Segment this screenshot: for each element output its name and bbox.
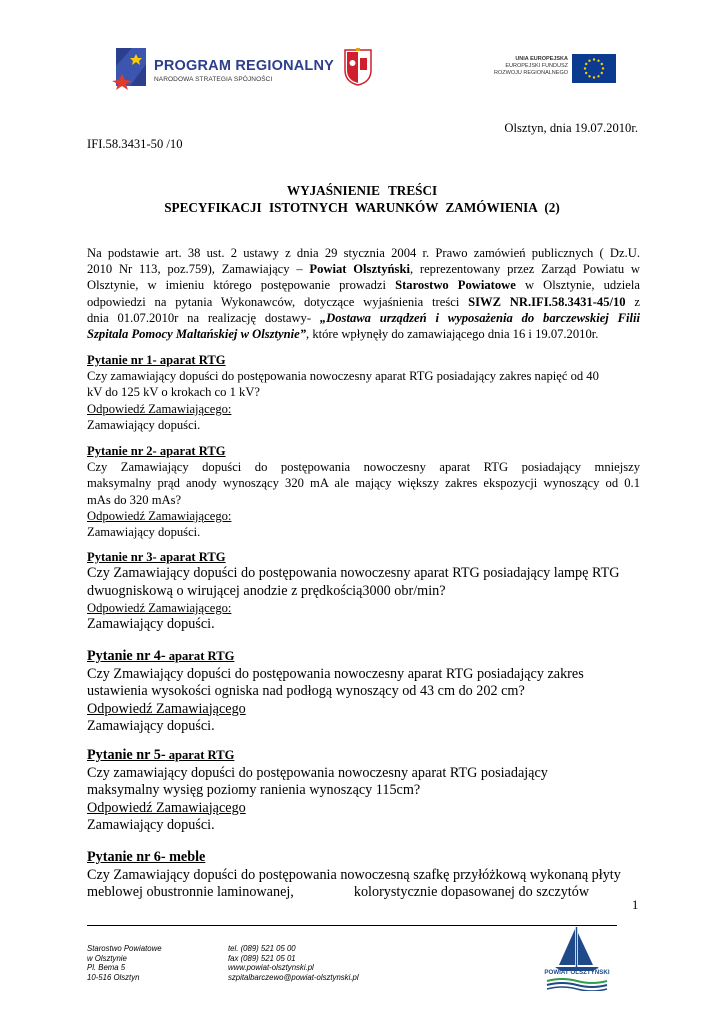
document-date: Olsztyn, dnia 19.07.2010r.	[504, 121, 638, 135]
document-heading-line-1: WYJAŚNIENIE TREŚCI	[286, 183, 438, 198]
question-text-part: meblowej obustronnie laminowanej,	[87, 884, 294, 900]
question-text-part: kolorystycznie dopasowanej do szczytów	[353, 884, 590, 900]
question-text	[87, 884, 640, 902]
program-title: PROGRAM REGIONALNY	[154, 58, 335, 74]
question-text: Czy zamawiający dopuści do postępowania nowoczesny aparat RTG posiadający	[87, 764, 548, 781]
question-title	[87, 648, 640, 666]
program-regionalny-emblem-icon	[112, 44, 148, 90]
question-title-main: Pytanie nr 5-	[87, 747, 166, 763]
intro-line	[87, 326, 640, 342]
question-4	[87, 648, 640, 736]
question-6	[87, 849, 640, 902]
eu-flag-icon	[572, 54, 616, 83]
document-heading-line-2: SPECYFIKACJI ISTOTNYCH WARUNKÓW ZAMÓWIENIA (2)	[164, 200, 560, 215]
footer-line: Starostwo Powiatowe	[87, 944, 162, 953]
eu-line-1: UNIA EUROPEJSKA	[515, 56, 568, 62]
answer-text: Zamawiający dopuści.	[87, 525, 201, 540]
sailboat-icon	[537, 925, 617, 991]
document-reference: IFI.58.3431-50 /10	[87, 137, 183, 151]
answer-text: Zamawiający dopuści.	[87, 718, 215, 734]
question-5	[87, 747, 640, 835]
eu-fund-logo	[494, 54, 616, 84]
question-text: Czy Zmawiający dopuści do postępowania nowoczesny aparat RTG posiadający zakres	[87, 665, 584, 682]
eu-fund-text	[494, 56, 568, 77]
question-text: Czy zamawiający dopuści do postępowania nowoczesny aparat RTG posiadający zakres napięć od 40	[87, 369, 599, 384]
question-text: Czy Zamawiający dopuści do postępowania nowoczesny aparat RTG posiadający mniejszy	[87, 460, 640, 475]
question-text: Czy Zamawiający dopuści do postępowania nowoczesną szafkę przyłóżkową wykonaną płyty	[87, 866, 621, 883]
intro-line: Na podstawie art. 38 ust. 2 ustawy z dnia 29 stycznia 2004 r. Prawo zamówień publicznych ( Dz.U.	[87, 246, 640, 260]
intro-contract-title: „Dostawa urządzeń i wyposażenia do barczewskiej Filii	[319, 310, 640, 325]
intro-text: w Olsztynie, udziela	[515, 278, 640, 293]
powiat-logo-label: POWIAT OLSZTYŃSKI	[544, 969, 610, 976]
answer-text: Zamawiający dopuści.	[87, 616, 215, 633]
answer-label: Odpowiedź Zamawiającego:	[87, 508, 232, 523]
question-text: maksymalny prąd anody wynoszący 320 mA ale mający większy zakres ekspozycji wynoszący od 0.1	[87, 476, 640, 491]
intro-line	[87, 294, 640, 310]
answer-label: Odpowiedź Zamawiającego	[87, 799, 246, 816]
intro-text: Olsztynie, w imieniu którego postępowanie prowadzi	[87, 278, 396, 293]
intro-text: 2010 Nr 113, poz.759), Zamawiający –	[87, 262, 310, 277]
question-title: Pytanie nr 1- aparat RTG	[87, 353, 226, 367]
question-text: maksymalny wysięg poziomy ranienia wynoszący 115cm?	[87, 782, 421, 798]
footer-line: Pl. Bema 5	[87, 963, 126, 973]
answer-text: Zamawiający dopuści.	[87, 417, 201, 432]
question-title-main: Pytanie nr 4-	[87, 648, 166, 664]
question-title-topic: aparat RTG	[165, 748, 235, 762]
intro-bold-siwz: SIWZ NR.IFI.58.3431-45/10	[468, 294, 626, 309]
question-text: mAs do 320 mAs?	[87, 492, 182, 507]
program-regionalny-logo	[112, 44, 335, 96]
question-title-topic: aparat RTG	[165, 649, 235, 663]
answer-label: Odpowiedź Zamawiającego	[87, 700, 246, 717]
intro-text: z	[625, 294, 640, 309]
question-1	[87, 352, 640, 433]
eu-line-3: ROZWOJU REGIONALNEGO	[494, 70, 568, 76]
footer-line: w Olsztynie	[87, 953, 127, 963]
page-number: 1	[632, 898, 639, 912]
intro-line	[87, 310, 640, 326]
question-title: Pytanie nr 6- meble	[87, 849, 206, 865]
footer-phone: tel. (089) 521 05 00	[228, 944, 296, 953]
question-text: ustawienia wysokości ogniska nad podłogą wynoszący od 43 cm do 202 cm?	[87, 683, 525, 699]
footer-email-link[interactable]: szpitalbarczewo@powiat-olsztynski.pl	[228, 972, 359, 982]
intro-paragraph	[87, 245, 640, 342]
footer-website-link[interactable]: www.powiat-olsztynski.pl	[228, 963, 314, 973]
coat-of-arms-icon	[343, 48, 373, 86]
answer-label: Odpowiedź Zamawiającego:	[87, 601, 232, 616]
footer-address	[87, 944, 162, 982]
question-title: Pytanie nr 2- aparat RTG	[87, 444, 226, 458]
program-subtitle: NARODOWA STRATEGIA SPÓJNOŚCI	[154, 76, 273, 83]
question-title	[87, 747, 640, 765]
answer-text: Zamawiający dopuści.	[87, 817, 215, 833]
footer-line: 10-516 Olsztyn	[87, 972, 140, 982]
question-text: Czy Zamawiający dopuści do postępowania nowoczesny aparat RTG posiadający lampę RTG	[87, 565, 620, 582]
intro-bold-starostwo: Starostwo Powiatowe	[395, 278, 516, 293]
intro-text: dnia 01.07.2010r na realizację dostawy-	[87, 310, 320, 325]
intro-bold-powiat: Powiat Olsztyński	[309, 262, 410, 277]
footer-fax: fax (089) 521 05 01	[228, 953, 296, 963]
question-text: dwuogniskową o wirującej anodzie z prędkością3000 obr/min?	[87, 582, 446, 599]
intro-line	[87, 277, 640, 293]
question-title: Pytanie nr 3- aparat RTG	[87, 550, 226, 564]
answer-label: Odpowiedź Zamawiającego:	[87, 401, 232, 416]
question-text-block	[87, 459, 640, 508]
eu-line-2: EUROPEJSKI FUNDUSZ	[505, 63, 568, 69]
intro-text: , które wpłynęły do zamawiającego dnia 16 i 19.07.2010r.	[306, 327, 599, 342]
intro-text: , reprezentowany przez Zarząd Powiatu w	[409, 262, 640, 277]
question-text: kV do 125 kV o krokach co 1 kV?	[87, 385, 261, 400]
intro-contract-title: Szpitala Pomocy Maltańskiej w Olsztynie”	[87, 327, 307, 342]
question-2	[87, 443, 640, 540]
powiat-olsztynski-logo	[537, 925, 617, 991]
intro-text: odpowiedzi na pytania Wykonawców, dotyczące wyjaśnienia treści	[87, 294, 469, 309]
intro-line	[87, 261, 640, 277]
footer-contact	[228, 944, 359, 982]
question-3	[87, 549, 640, 634]
